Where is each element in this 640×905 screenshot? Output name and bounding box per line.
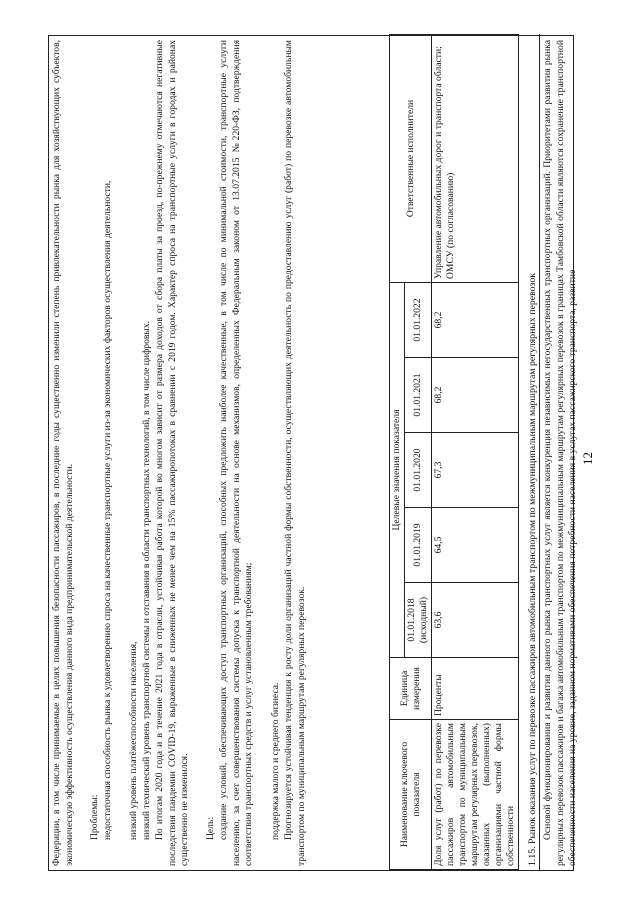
header-date: 01.01.2018 (исходный) — [405, 583, 432, 658]
header-indicator: Наименование ключевого показателя — [390, 720, 432, 870]
header-targets: Целевые значения показателя — [390, 283, 405, 658]
header-date: 01.01.2022 — [405, 283, 432, 358]
cell-value: 63,6 — [432, 583, 519, 658]
cell-value: 68,2 — [432, 283, 519, 358]
cell-indicator: Доля услуг (работ) по перевозке пассажиров автомобильным транспортом по муниципальным маршрутам регулярных перевозок, оказанных (выполненных) организациями частной формы собственности — [432, 720, 519, 870]
divider — [539, 34, 540, 870]
page-number: 12 — [580, 452, 595, 465]
paragraph: поддержка малого и среднего бизнеса. — [270, 682, 281, 840]
paragraph: Цель: — [205, 816, 216, 840]
header-date: 01.01.2020 — [405, 433, 432, 508]
paragraph: низкий уровень платёжеспособности населения, — [128, 641, 139, 840]
header-date: 01.01.2019 — [405, 508, 432, 583]
cell-value: 64,5 — [432, 508, 519, 583]
cell-value: 68,2 — [432, 358, 519, 433]
section-title: 1.15. Рынок оказания услуг по перевозке пассажиров автомобильным транспортом по межмуниципальным маршрутам регулярных перевозок — [527, 272, 538, 866]
header-date: 01.01.2021 — [405, 358, 432, 433]
header-unit: Единица измерения — [390, 658, 432, 720]
paragraph: Проблемы: — [89, 794, 100, 840]
paragraph: По итогам 2020 года и в течение 2021 года в отрасли, устойчивая работа которой во многом зависит от размера доходов от сбора платы за проезд, по-прежнему отмечаются негативные последствия пандемии COVID-19, выраженные в сниженных не менее чем на 15% пассажиропотоках в сравнении с 2019 годом. Характер спроса на транспортные услуги в городах и районах существенно не изменился. — [154, 40, 191, 866]
paragraph: Прогнозируется устойчивая тенденция к росту доли организаций частной формы собственности, осуществляющих деятельность по предоставлению услуг (работ) по перевозке автомобильным транспортом по муниципальным маршрутам регулярных перевозок. — [283, 40, 307, 866]
content-frame — [48, 35, 579, 871]
cell-executors: Управление автомобильных дорог и транспорта области; ОМСУ (по согласованию) — [432, 35, 519, 283]
body-text — [49, 34, 389, 870]
cell-unit: Проценты — [432, 658, 519, 720]
kpi-table — [389, 34, 519, 870]
table-header-row — [390, 35, 405, 870]
section-paragraph: Основой функционирования и развития данного рынка транспортных услуг является конкуренция независимых негосударственных транспортных организаций. Приоритетами развития рынка регулярных перевозок пассажиров и багажа автомобильным транспортом по межмуниципальным маршрутам регулярных перевозок в границах Тамбовской области являются сохранение транспортной обеспеченности населения на уровне, заданном нормативами обеспечения потребности населения в услугах пассажирского транспорта, развитие — [542, 40, 579, 866]
paragraph: создание условий, обеспечивающих доступ транспортных организаций, способных предложить наиболее качественные, в том числе по минимальной стоимости, транспортные услуги населению, за счет совершенствования системы допуска к транспортной деятельности на основе механизмов, определенных Федеральным законом от 13.07.2015 №220-ФЗ, подтверждения соответствия транспортных средств и услуг установленным требованиям; — [218, 40, 255, 866]
cell-value: 67,3 — [432, 433, 519, 508]
table-row — [432, 35, 519, 870]
header-executors: Ответственные исполнители — [390, 35, 432, 283]
paragraph: недостаточная способность рынка к удовлетворению спроса на качественные транспортные услуги из-за экономических факторов осуществления деятельности, — [102, 180, 113, 840]
paragraph: низкий технический уровень транспортной системы и отставания в области транспортных технологий, в том числе цифровых. — [141, 320, 152, 840]
paragraph: Федерации, в том числе принимаемые в целях повышения безопасности пассажиров, в последние годы существенно изменили степень привлекательности рынка для хозяйствующих субъектов, экономическую эффективность осуществления данного вида предпринимательской деятельности. — [51, 40, 75, 866]
